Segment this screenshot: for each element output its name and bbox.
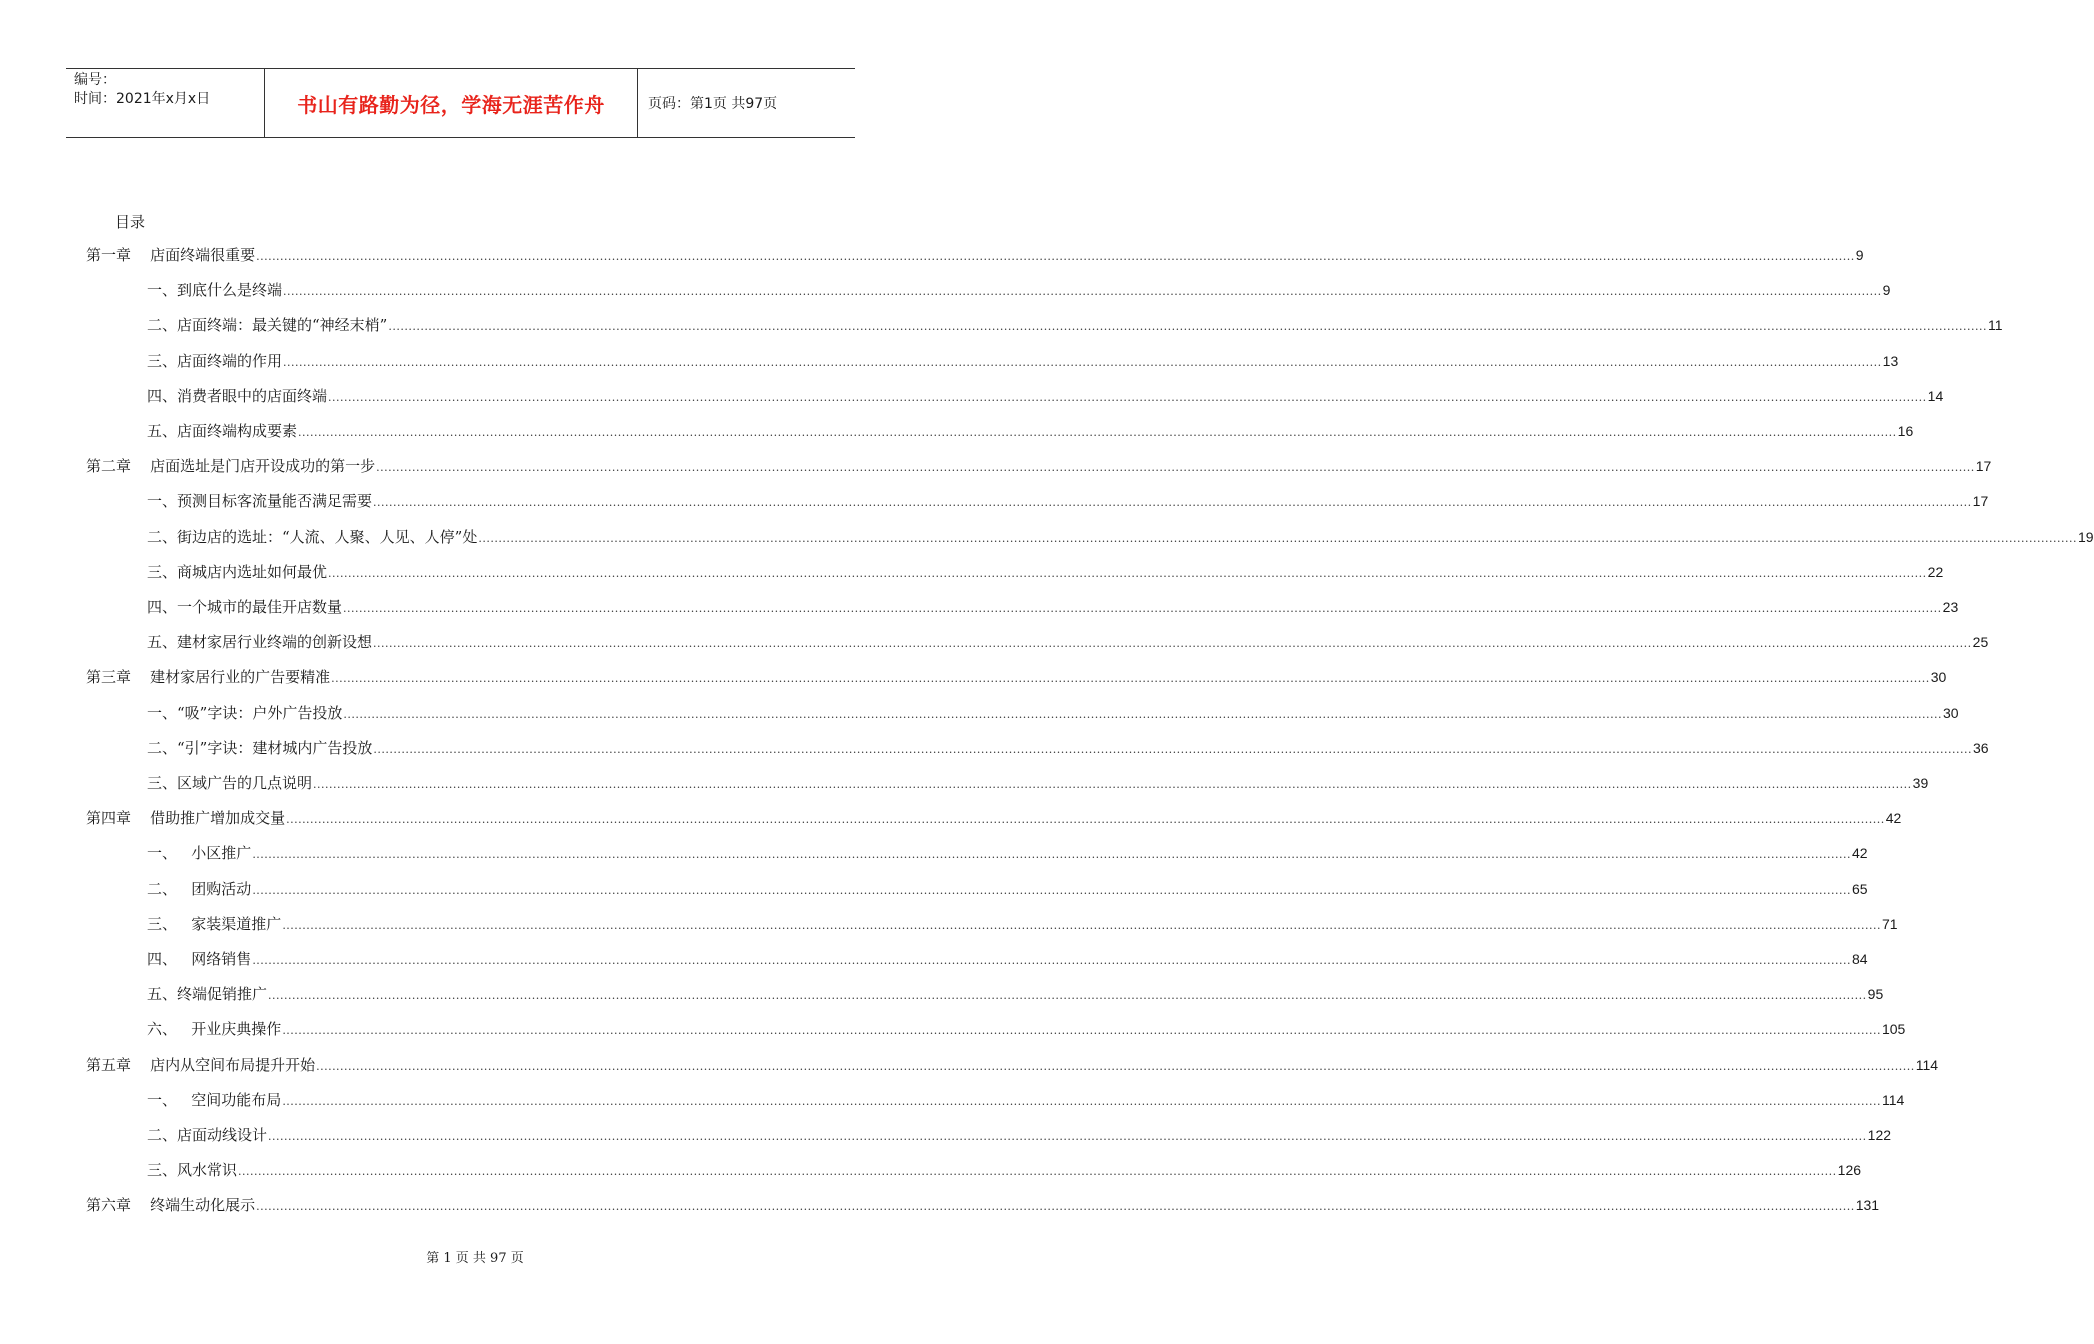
toc-entry-page: 42 xyxy=(1885,810,1902,827)
toc-entry-page: 122 xyxy=(1867,1127,1892,1143)
toc-leader-dots: ................................................................................................................................................................................................................................................................................................................................................................................................................ xyxy=(282,1094,1881,1108)
toc-section-row xyxy=(147,420,1914,442)
page-header xyxy=(66,68,855,138)
toc-entry-label: 一、 空间功能布局 xyxy=(147,1090,282,1109)
toc-leader-dots: ................................................................................................................................................................................................................................................................................................................................................................................................................ xyxy=(283,355,1882,369)
header-left-cell xyxy=(66,69,265,137)
toc-entry-page: 9 xyxy=(1882,282,1891,299)
page-footer: 第 1 页 共 97 页 xyxy=(426,1251,524,1266)
toc-title: 目录 xyxy=(115,213,146,231)
toc-section-row xyxy=(147,596,1959,618)
toc-chapter-row xyxy=(86,807,1902,829)
toc-leader-dots: ................................................................................................................................................................................................................................................................................................................................................................................................................ xyxy=(238,1165,1837,1179)
header-motto: 书山有路勤为径，学海无涯苦作舟 xyxy=(265,69,638,137)
toc-leader-dots: ................................................................................................................................................................................................................................................................................................................................................................................................................ xyxy=(343,602,1942,615)
toc-section-row xyxy=(147,948,1868,970)
toc-chapter-row xyxy=(86,666,1947,688)
toc-chapter-row xyxy=(86,1054,1939,1076)
toc-entry-label: 二、“引”字诀：建材城内广告投放 xyxy=(147,738,373,757)
toc-leader-dots: ................................................................................................................................................................................................................................................................................................................................................................................................................ xyxy=(373,496,1972,510)
toc-leader-dots: ................................................................................................................................................................................................................................................................................................................................................................................................................ xyxy=(388,320,1987,334)
toc-entry-page: 95 xyxy=(1867,986,1884,1003)
toc-entry-page: 30 xyxy=(1942,704,1959,721)
toc-section-row xyxy=(147,490,1989,512)
toc-section-row xyxy=(147,1018,1906,1040)
toc-entry-page: 17 xyxy=(1972,493,1989,510)
toc-leader-dots: ................................................................................................................................................................................................................................................................................................................................................................................................................ xyxy=(316,1059,1915,1073)
toc-section-row xyxy=(147,1159,1862,1181)
toc-section-row xyxy=(147,913,1898,935)
toc-entry-page: 30 xyxy=(1930,669,1947,686)
toc-leader-dots: ................................................................................................................................................................................................................................................................................................................................................................................................................ xyxy=(283,285,1882,299)
toc-entry-page: 9 xyxy=(1855,247,1864,263)
toc-entry-label: 三、店面终端的作用 xyxy=(147,351,283,370)
toc-leader-dots: ................................................................................................................................................................................................................................................................................................................................................................................................................ xyxy=(478,531,2077,545)
toc-leader-dots: ................................................................................................................................................................................................................................................................................................................................................................................................................ xyxy=(373,742,1972,756)
number-label: 编号： xyxy=(74,72,116,88)
header-page-info: 页码：第1页 共97页 xyxy=(648,96,778,112)
toc-entry-page: 23 xyxy=(1942,599,1959,615)
toc-entry-page: 14 xyxy=(1927,387,1944,404)
toc-leader-dots: ................................................................................................................................................................................................................................................................................................................................................................................................................ xyxy=(328,390,1927,404)
toc-leader-dots: ................................................................................................................................................................................................................................................................................................................................................................................................................ xyxy=(268,1130,1867,1143)
toc-section-row xyxy=(147,1089,1905,1111)
toc-entry-page: 114 xyxy=(1881,1091,1905,1108)
toc-entry-label: 三、 家装渠道推广 xyxy=(147,914,282,933)
toc-entry-page: 84 xyxy=(1851,951,1868,967)
toc-entry-page: 65 xyxy=(1851,880,1868,897)
toc-section-row xyxy=(147,702,1959,724)
toc-chapter-row xyxy=(86,244,1864,266)
toc-entry-label: 三、区域广告的几点说明 xyxy=(147,774,313,792)
toc-leader-dots: ................................................................................................................................................................................................................................................................................................................................................................................................................ xyxy=(331,672,1930,686)
toc-entry-page: 17 xyxy=(1975,458,1992,475)
toc-section-row xyxy=(147,526,2094,548)
toc-entry-page: 25 xyxy=(1972,634,1989,651)
toc-section-row xyxy=(147,279,1891,301)
toc-entry-label: 六、 开业庆典操作 xyxy=(147,1020,282,1039)
toc-entry-label: 第一章 店面终端很重要 xyxy=(86,246,256,264)
toc-entry-label: 五、建材家居行业终端的创新设想 xyxy=(147,633,373,652)
toc-leader-dots: ................................................................................................................................................................................................................................................................................................................................................................................................................ xyxy=(343,707,1942,721)
toc-entry-page: 126 xyxy=(1837,1162,1862,1179)
toc-entry-page: 19 xyxy=(2077,528,2094,545)
toc-entry-page: 13 xyxy=(1882,352,1899,369)
toc-entry-label: 四、消费者眼中的店面终端 xyxy=(147,386,328,405)
toc-entry-label: 二、店面动线设计 xyxy=(147,1126,268,1144)
toc-leader-dots: ................................................................................................................................................................................................................................................................................................................................................................................................................ xyxy=(313,778,1912,791)
toc-entry-label: 四、 网络销售 xyxy=(147,950,252,968)
toc-leader-dots: ................................................................................................................................................................................................................................................................................................................................................................................................................ xyxy=(268,989,1867,1003)
toc-section-row xyxy=(147,350,1899,372)
toc-entry-page: 16 xyxy=(1897,423,1914,439)
toc-entry-label: 五、店面终端构成要素 xyxy=(147,422,298,440)
toc-entry-label: 一、“吸”字诀：户外广告投放 xyxy=(147,703,343,722)
toc-leader-dots: ................................................................................................................................................................................................................................................................................................................................................................................................................ xyxy=(252,954,1851,967)
toc-entry-label: 一、 小区推广 xyxy=(147,844,252,863)
toc-leader-dots: ................................................................................................................................................................................................................................................................................................................................................................................................................ xyxy=(298,426,1897,439)
toc-entry-label: 一、到底什么是终端 xyxy=(147,281,283,300)
toc-leader-dots: ................................................................................................................................................................................................................................................................................................................................................................................................................ xyxy=(252,848,1851,862)
toc-section-row xyxy=(147,1124,1892,1146)
toc-entry-page: 36 xyxy=(1972,739,1989,756)
toc-entry-label: 五、终端促销推广 xyxy=(147,985,268,1004)
toc-entry-label: 第四章 借助推广增加成交量 xyxy=(86,809,286,828)
toc-chapter-row xyxy=(86,455,1992,477)
toc-entry-page: 22 xyxy=(1927,563,1944,580)
toc-entry-page: 42 xyxy=(1851,845,1868,862)
toc-section-row xyxy=(147,385,1944,407)
toc-entry-label: 第三章 建材家居行业的广告要精准 xyxy=(86,668,331,687)
toc-section-row xyxy=(147,983,1884,1005)
toc-leader-dots: ................................................................................................................................................................................................................................................................................................................................................................................................................ xyxy=(286,813,1885,827)
toc-leader-dots: ................................................................................................................................................................................................................................................................................................................................................................................................................ xyxy=(376,461,1975,475)
toc-entry-page: 131 xyxy=(1855,1197,1880,1214)
toc-section-row xyxy=(147,878,1868,900)
toc-leader-dots: ................................................................................................................................................................................................................................................................................................................................................................................................................ xyxy=(252,883,1851,897)
toc-leader-dots: ................................................................................................................................................................................................................................................................................................................................................................................................................ xyxy=(328,566,1927,580)
toc-entry-page: 105 xyxy=(1881,1021,1906,1038)
toc-entry-label: 第五章 店内从空间布局提升开始 xyxy=(86,1055,316,1074)
toc-entry-page: 11 xyxy=(1987,317,2003,334)
time-label: 时间：2021年x月x日 xyxy=(74,91,211,107)
toc-entry-page: 71 xyxy=(1881,915,1898,932)
toc-leader-dots: ................................................................................................................................................................................................................................................................................................................................................................................................................ xyxy=(282,1024,1881,1038)
toc-entry-label: 三、风水常识 xyxy=(147,1161,238,1180)
toc-leader-dots: ................................................................................................................................................................................................................................................................................................................................................................................................................ xyxy=(256,250,1855,263)
toc-entry-page: 114 xyxy=(1915,1056,1939,1073)
toc-section-row xyxy=(147,737,1989,759)
toc-entry-label: 二、街边店的选址：“人流、人聚、人见、人停”处 xyxy=(147,527,478,546)
toc-entry-label: 三、商城店内选址如何最优 xyxy=(147,562,328,581)
toc-section-row xyxy=(147,772,1929,794)
toc-leader-dots: ................................................................................................................................................................................................................................................................................................................................................................................................................ xyxy=(256,1200,1855,1214)
toc-section-row xyxy=(147,631,1989,653)
toc-entry-label: 四、一个城市的最佳开店数量 xyxy=(147,598,343,616)
toc-entry-label: 第二章 店面选址是门店开设成功的第一步 xyxy=(86,457,376,476)
toc-entry-label: 二、 团购活动 xyxy=(147,879,252,898)
toc-entry-label: 二、店面终端：最关键的“神经末梢” xyxy=(147,316,388,335)
toc-entry-label: 一、预测目标客流量能否满足需要 xyxy=(147,492,373,511)
toc-leader-dots: ................................................................................................................................................................................................................................................................................................................................................................................................................ xyxy=(282,918,1881,932)
toc-section-row xyxy=(147,842,1868,864)
toc-chapter-row xyxy=(86,1194,1880,1216)
toc-section-row xyxy=(147,314,2003,336)
toc-leader-dots: ................................................................................................................................................................................................................................................................................................................................................................................................................ xyxy=(373,637,1972,651)
toc-entry-label: 第六章 终端生动化展示 xyxy=(86,1196,256,1215)
toc-entry-page: 39 xyxy=(1912,775,1929,791)
toc-section-row xyxy=(147,561,1944,583)
